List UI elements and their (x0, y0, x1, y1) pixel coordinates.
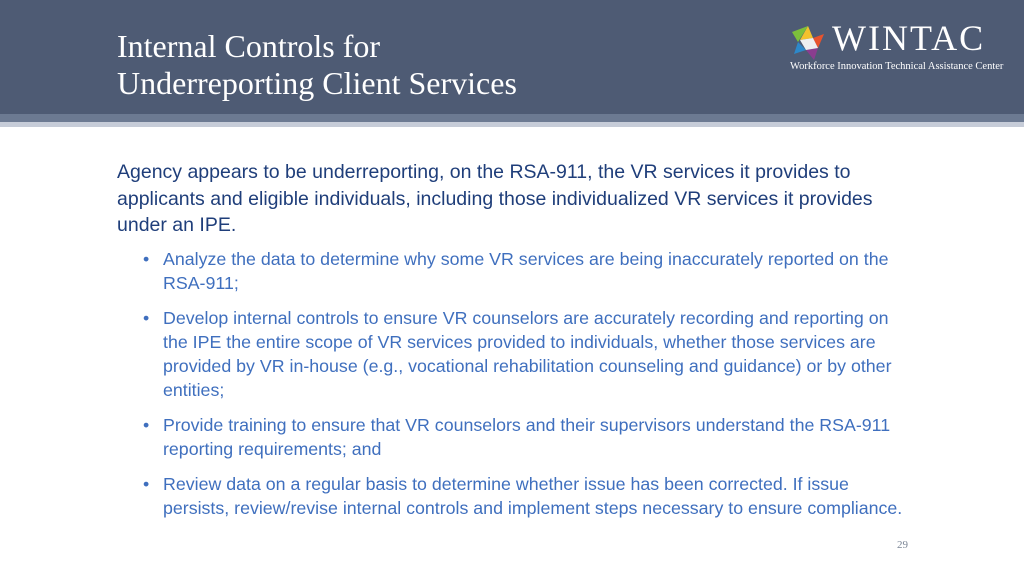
bullet-dot-icon: • (143, 473, 150, 494)
bullet-text: Provide training to ensure that VR counselors and their supervisors understand the RSA-911 reporting requirements; and (163, 414, 891, 459)
page-number: 29 (897, 539, 908, 551)
bullet-item (143, 472, 917, 520)
bullet-dot-icon: • (143, 248, 150, 269)
logo-subtitle: Workforce Innovation Technical Assistance Center (790, 61, 1004, 72)
bullet-text: Analyze the data to determine why some VR services are being inaccurately reported on the RSA-911; (163, 248, 889, 293)
bullet-item (143, 306, 917, 402)
bullet-text: Review data on a regular basis to determine whether issue has been corrected. If issue persists, review/revise internal controls and implement steps necessary to ensure compliance. (163, 473, 903, 518)
bullet-item (143, 413, 917, 461)
slide-title-line-2: Underreporting Client Services (117, 65, 517, 101)
bullet-list (117, 247, 917, 520)
wintac-logo (788, 18, 1013, 78)
slide-title-line-1: Internal Controls for (117, 28, 381, 64)
bullet-item (143, 247, 917, 295)
star-pinwheel-logo-icon (788, 22, 828, 62)
banner-stripe-light (0, 122, 1024, 127)
lead-paragraph: Agency appears to be underreporting, on the RSA-911, the VR services it provides to applicants and eligible individuals, including those individualized VR services it provides under an IPE. (117, 161, 873, 236)
logo-name: WINTAC (832, 18, 986, 58)
slide-body (117, 159, 917, 531)
slide-title (117, 28, 717, 102)
bullet-dot-icon: • (143, 414, 150, 435)
banner-stripe (0, 114, 1024, 122)
bullet-dot-icon: • (143, 307, 150, 328)
bullet-text: Develop internal controls to ensure VR counselors are accurately recording and reporting on the IPE the entire scope of VR services provided to individuals, whether those services are provided by VR in-house (e.g., vocational rehabilitation counseling and guidance) or by other entities; (163, 307, 892, 400)
